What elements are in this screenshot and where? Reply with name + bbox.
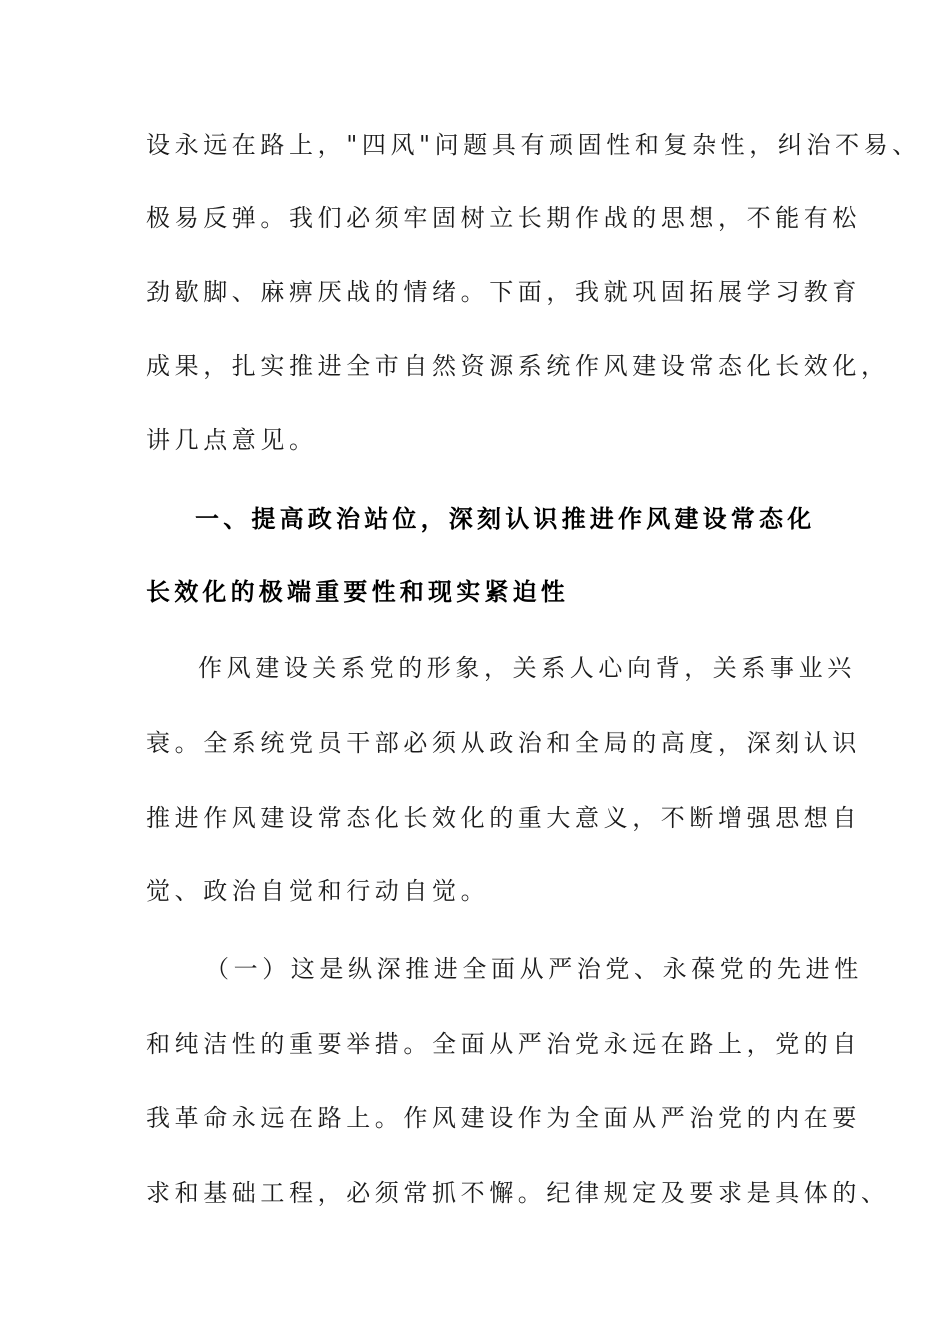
- section-heading-line-1: 一、提高政治站位，深刻认识推进作风建设常态化: [195, 505, 816, 533]
- paragraph-line: 作风建设关系党的形象，关系人心向背，关系事业兴: [198, 654, 856, 682]
- paragraph-line: 衰。全系统党员干部必须从政治和全局的高度，深刻认识: [146, 729, 861, 757]
- paragraph-line: 觉、政治自觉和行动自觉。: [146, 877, 490, 905]
- paragraph-line: 劲歇脚、麻痹厌战的情绪。下面，我就巩固拓展学习教育: [146, 278, 861, 306]
- paragraph-line: 极易反弹。我们必须牢固树立长期作战的思想，不能有松: [146, 204, 861, 232]
- paragraph-line: 讲几点意见。: [146, 426, 318, 454]
- section-heading-line-2: 长效化的极端重要性和现实紧迫性: [146, 578, 569, 606]
- paragraph-line: 设永远在路上，"四风"问题具有顽固性和复杂性，纠治不易、: [146, 131, 921, 159]
- paragraph-line: 推进作风建设常态化长效化的重大意义，不断增强思想自: [146, 804, 861, 832]
- paragraph-line: 和纯洁性的重要举措。全面从严治党永远在路上，党的自: [146, 1030, 861, 1058]
- subsection-heading-line: （一）这是纵深推进全面从严治党、永葆党的先进性: [205, 955, 863, 983]
- paragraph-line: 我革命永远在路上。作风建设作为全面从严治党的内在要: [146, 1104, 861, 1132]
- paragraph-line: 求和基础工程，必须常抓不懈。纪律规定及要求是具体的、: [146, 1179, 890, 1207]
- paragraph-line: 成果，扎实推进全市自然资源系统作风建设常态化长效化，: [146, 352, 890, 380]
